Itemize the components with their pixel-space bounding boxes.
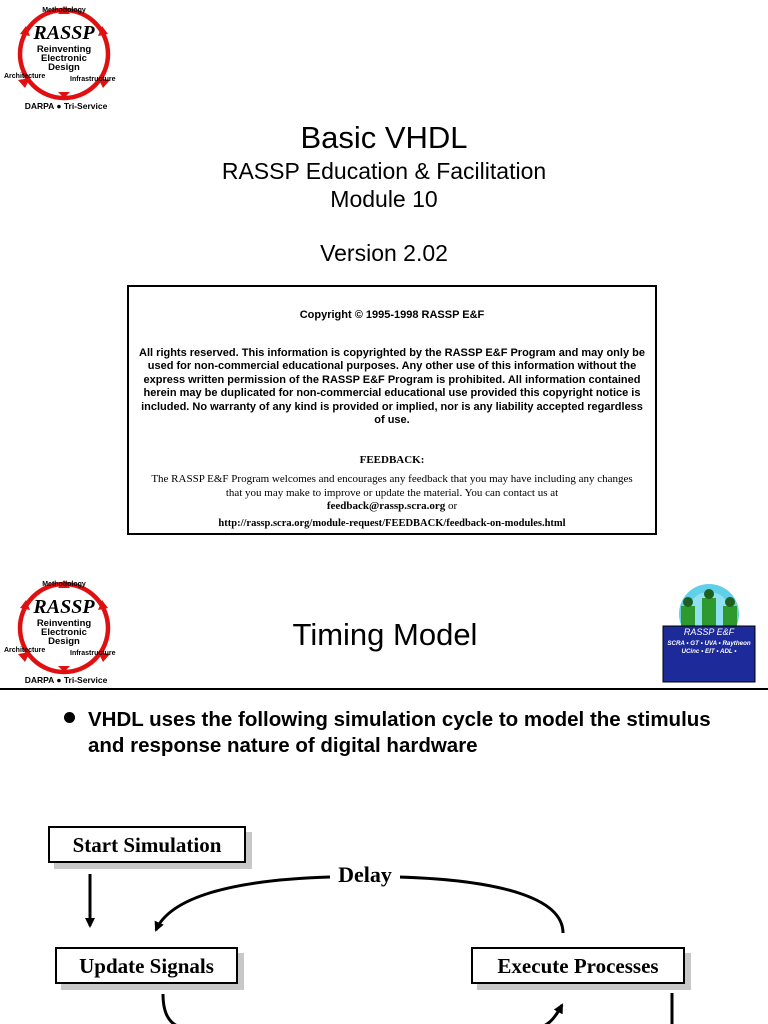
- feedback-contact: [129, 500, 655, 514]
- slide1-title: Basic VHDL: [300, 120, 468, 155]
- logo-infrastructure-label: Infrastructure: [70, 650, 116, 657]
- slide1-subtitle-line1: RASSP Education & Facilitation: [221, 158, 547, 184]
- bullet-icon: [64, 712, 75, 723]
- logo-tagline-electronic: Electronic: [41, 53, 87, 64]
- simulation-cycle-connectors: [0, 760, 768, 1024]
- slide2-title-divider: [0, 688, 768, 690]
- update-signals-box: Update Signals: [55, 947, 238, 984]
- update-to-execute-arrowhead: [530, 1005, 562, 1024]
- feedback-paragraph: [129, 473, 655, 514]
- logo-rassp-wordmark: RASSP: [33, 596, 95, 618]
- logo-tagline-design: Design: [48, 636, 80, 647]
- update-to-execute-curve: [163, 994, 200, 1024]
- rassp-ef-badge: [659, 582, 759, 684]
- start-simulation-box: Start Simulation: [48, 826, 246, 863]
- logo-architecture-label: Architecture: [4, 73, 46, 80]
- copyright-notice: Copyright © 1995-1998 RASSP E&F: [299, 309, 485, 321]
- rassp-logo-slide2: [4, 578, 128, 690]
- logo-tagline: [24, 45, 104, 72]
- logo-tagline-design: Design: [48, 62, 80, 73]
- slide1-version: Version 2.02: [320, 240, 448, 266]
- logo-darpa-label: DARPA ● Tri-Service: [24, 101, 108, 111]
- feedback-email-link[interactable]: feedback@rassp.scra.org: [326, 500, 446, 512]
- logo-tagline: [24, 619, 104, 646]
- rassp-ef-members: [665, 640, 753, 656]
- delay-curve-left: [156, 877, 330, 930]
- slide2-bullet-text: VHDL uses the following simulation cycle to model the stimulus and response nature of digital hardware: [88, 708, 711, 757]
- delay-curve-right: [398, 877, 563, 933]
- feedback-url-link[interactable]: http://rassp.scra.org/module-request/FEEDBACK/feedback-on-modules.html: [218, 518, 566, 529]
- rassp-logo: [4, 4, 128, 116]
- rassp-ef-members-line2: UCinc • EIT • ADL •: [681, 648, 737, 655]
- feedback-heading: FEEDBACK:: [359, 454, 425, 466]
- logo-rassp-wordmark: RASSP: [33, 22, 95, 44]
- logo-tagline-electronic: Electronic: [41, 627, 87, 638]
- execute-processes-box: Execute Processes: [471, 947, 685, 984]
- logo-tagline-reinventing: Reinventing: [36, 618, 92, 629]
- logo-darpa-label: DARPA ● Tri-Service: [24, 675, 108, 685]
- logo-methodology-label: Methodology: [42, 581, 86, 588]
- logo-methodology-label: Methodology: [42, 7, 86, 14]
- feedback-text: The RASSP E&F Program welcomes and encourages any feedback that you may have including any changes that you may make to improve or update the material. You can contact us at: [151, 473, 633, 499]
- logo-infrastructure-label: Infrastructure: [70, 76, 116, 83]
- slide2-title: Timing Model: [292, 617, 478, 652]
- rassp-ef-members-line1: SCRA • GT • UVA • Raytheon: [667, 640, 751, 647]
- feedback-or-text: or: [445, 500, 458, 512]
- logo-tagline-reinventing: Reinventing: [36, 44, 92, 55]
- rassp-ef-title: RASSP E&F: [683, 627, 735, 637]
- delay-label: Delay: [330, 862, 400, 888]
- rights-statement: All rights reserved. This information is copyrighted by the RASSP E&F Program and may only be used for non-commercial educational purposes. Any other use of this information without the express written permission of the RASSP E&F Program is prohibited. All information contained herein may be duplicated for non-commercial educational use provided this copyright notice is included. No warranty of any kind is provided or implied, nor is any liability accepted regardless of use.: [139, 347, 645, 427]
- logo-architecture-label: Architecture: [4, 647, 46, 654]
- copyright-box: [127, 285, 657, 535]
- slide1-subtitle-line2: Module 10: [330, 186, 438, 212]
